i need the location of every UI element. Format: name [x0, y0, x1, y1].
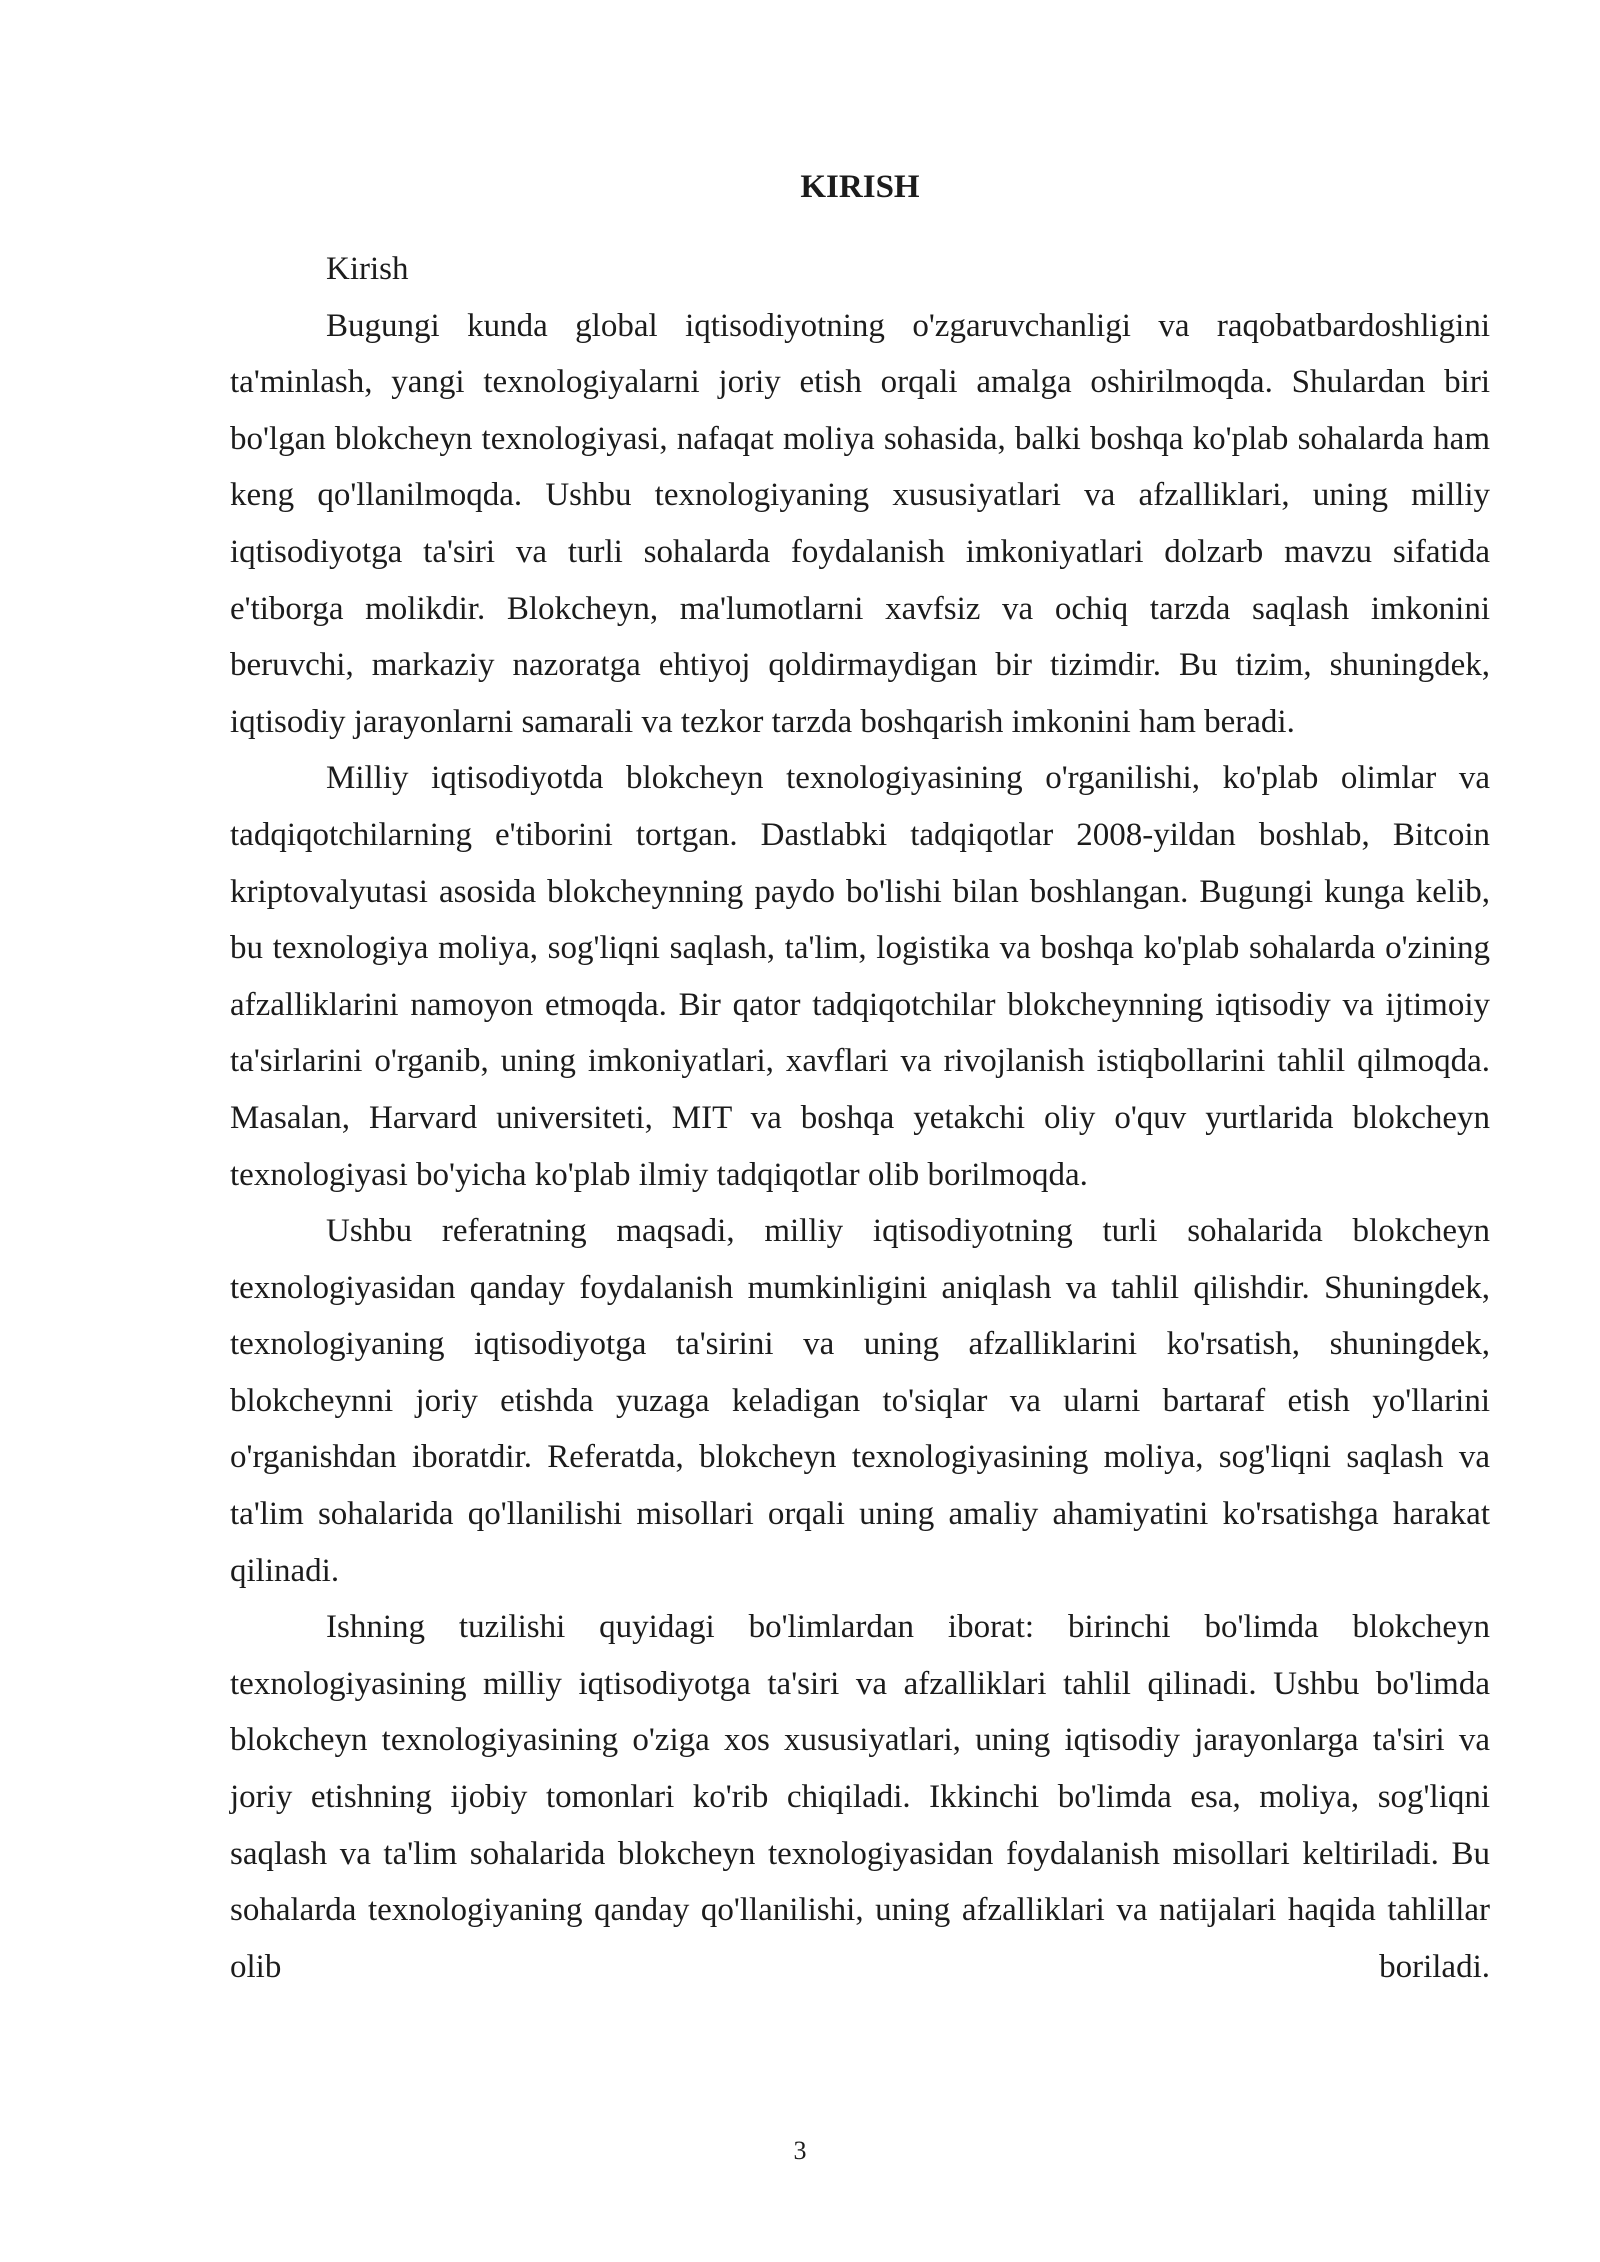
chapter-heading: KIRISH — [800, 169, 920, 205]
section-subheading: Kirish — [326, 251, 409, 287]
paragraph-1: Bugungi kunda global iqtisodiyotning o'zgaruvchanligi va raqobatbardoshligini ta'minlash, yangi texnologiyalarni joriy etish orqali amalga oshirilmoqda. Shulardan biri bo'lgan blokcheyn texnologiyasi, nafaqat moliya sohasida, balki boshqa ko'plab sohalarda ham keng qo'llanilmoqda. Ushbu texnologiyaning xususiyatlari va afzalliklari, uning milliy iqtisodiyotga ta'siri va turli sohalarda foydalanish imkoniyatlari dolzarb mavzu sifatida e'tiborga molikdir. Blokcheyn, ma'lumotlarni xavfsiz va ochiq tarzda saqlash imkonini beruvchi, markaziy nazoratga ehtiyoj qoldirmaydigan bir tizimdir. Bu tizim, shuningdek, iqtisodiy jarayonlarni samarali va tezkor tarzda boshqarish imkonini ham beradi. — [230, 307, 1490, 740]
paragraph-2: Milliy iqtisodiyotda blokcheyn texnologiyasining o'rganilishi, ko'plab olimlar va tadqiqotchilarning e'tiborini tortgan. Dastlabki tadqiqotlar 2008-yildan boshlab, Bitcoin kriptovalyutasi asosida blokcheynning paydo bo'lishi bilan boshlangan. Bugungi kunga kelib, bu texnologiya moliya, sog'liqni saqlash, ta'lim, logistika va boshqa ko'plab sohalarda o'zining afzalliklarini namoyon etmoqda. Bir qator tadqiqotchilar blokcheynning iqtisodiy va ijtimoiy ta'sirlarini o'rganib, uning imkoniyatlari, xavflari va rivojlanish istiqbollarini tahlil qilmoqda. Masalan, Harvard universiteti, MIT va boshqa yetakchi oliy o'quv yurtlarida blokcheyn texnologiyasi bo'yicha ko'plab ilmiy tadqiqotlar olib borilmoqda. — [230, 760, 1490, 1193]
page-content — [230, 165, 1490, 1995]
paragraph-4: Ishning tuzilishi quyidagi bo'limlardan iborat: birinchi bo'limda blokcheyn texnologiyasining milliy iqtisodiyotga ta'siri va afzalliklari tahlil qilinadi. Ushbu bo'limda blokcheyn texnologiyasining o'ziga xos xususiyatlari, uning iqtisodiy jarayonlarga ta'siri va joriy etishning ijobiy tomonlari ko'rib chiqiladi. Ikkinchi bo'limda esa, moliya, sog'liqni saqlash va ta'lim sohalarida blokcheyn texnologiyasidan foydalanish misollari keltiriladi. Bu sohalarda texnologiyaning qanday qo'llanilishi, uning afzalliklari va natijalari haqida tahlillar olib boriladi. — [230, 1609, 1490, 1985]
paragraph-3: Ushbu referatning maqsadi, milliy iqtisodiyotning turli sohalarida blokcheyn texnologiyasidan qanday foydalanish mumkinligini aniqlash va tahlil qilishdir. Shuningdek, texnologiyaning iqtisodiyotga ta'sirini va uning afzalliklarini ko'rsatish, shuningdek, blokcheynni joriy etishda yuzaga keladigan to'siqlar va ularni bartaraf etish yo'llarini o'rganishdan iboratdir. Referatda, blokcheyn texnologiyasining moliya, sog'liqni saqlash va ta'lim sohalarida qo'llanilishi misollari orqali uning amaliy ahamiyatini ko'rsatishga harakat qilinadi. — [230, 1213, 1490, 1589]
page-number: 3 — [793, 2136, 807, 2165]
